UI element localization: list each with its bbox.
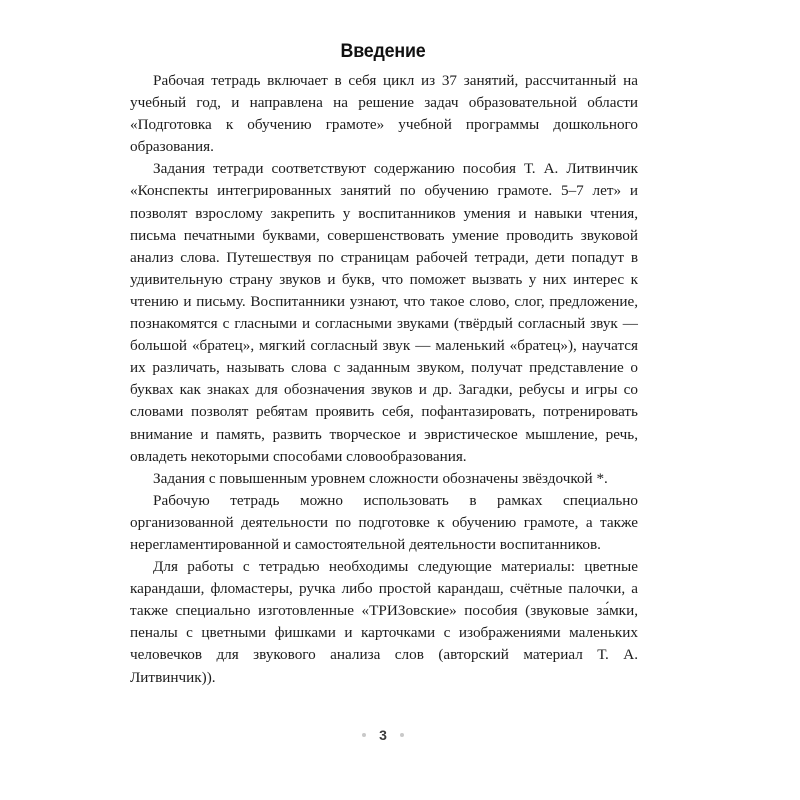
body-text-column — [130, 70, 638, 689]
paragraph: Задания тетради соответствуют содержанию пособия Т. А. Литвинчик «Конспекты интегрированных занятий по обучению грамоте. 5–7 лет» и позволят взрослому закрепить у воспитанников умения и навыки чтения, письма печатными буквами, совершенствовать умение проводить звуковой анализ слова. Путешествуя по страницам рабочей тетради, дети попадут в удивительную страну звуков и букв, что поможет вызвать у них интерес к чтению и письму. Воспитанники узнают, что такое слово, слог, предложение, познакомятся с гласными и согласными звуками (твёрдый согласный звук — большой «братец», мягкий согласный звук — маленький «братец»), научатся их различать, называть слова с заданным звуком, получат представление о буквах как знаках для обозначения звуков и др. Загадки, ребусы и игры со словами позволят ребятам проявить себя, пофантазировать, потренировать внимание и память, развить творческое и эвристическое мышление, речь, овладеть некоторыми способами словообразования. — [130, 160, 638, 465]
page-footer — [0, 724, 766, 746]
paragraph: Рабочая тетрадь включает в себя цикл из 37 занятий, рассчитанный на учебный год, и направлена на решение задач образовательной области «Подготовка к обучению грамоте» учебной программы дошкольного образования. — [130, 72, 638, 156]
paragraph: Для работы с тетрадью необходимы следующие материалы: цветные карандаши, фломастеры, ручка либо простой карандаш, счётные палочки, а также специально изготовленные «ТРИЗовские» пособия (звуковые за́мки, пеналы с цветными фишками и карточками с изображениями маленьких человечков для звукового анализа слов (авторский материал Т. А. Литвинчик)). — [130, 558, 638, 686]
dot-ornament-icon — [400, 733, 404, 737]
paragraph: Рабочую тетрадь можно использовать в рамках специально организованной деятельности по подготовке к обучению грамоте, а также нерегламентированной и самостоятельной деятельности воспитанников. — [130, 491, 638, 553]
paragraph: Задания с повышенным уровнем сложности обозначены звёздочкой *. — [153, 469, 608, 487]
page-title: Введение — [340, 41, 426, 62]
page-number: 3 — [379, 727, 387, 743]
dot-ornament-icon — [362, 733, 366, 737]
